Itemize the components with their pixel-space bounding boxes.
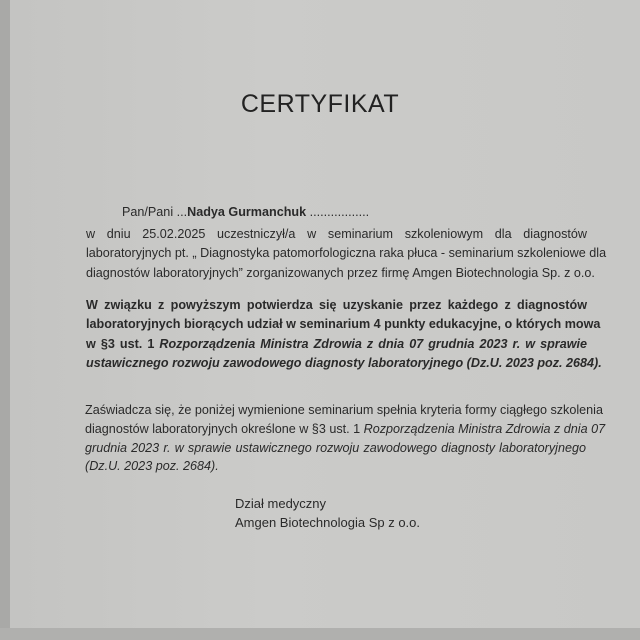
text-segment: Rozporządzenia Ministra Zdrowia z dnia 07 <box>363 421 606 436</box>
text-segment: ustawicznego rozwoju zawodowego diagnosty laboratoryjnego <box>86 355 464 370</box>
text-line <box>85 421 606 437</box>
signature-company: Amgen Biotechnologia Sp z o.o. <box>235 515 421 530</box>
text-line <box>85 440 586 456</box>
recipient-line <box>122 204 369 220</box>
text-line <box>86 265 595 281</box>
text-segment: diagnostów laboratoryjnych” zorganizowanych przez firmę Amgen Biotechnologia Sp. z o.o. <box>86 265 595 280</box>
recipient-name: Nadya Gurmanchuk <box>187 205 307 219</box>
text-segment: Rozporządzenia Ministra Zdrowia z dnia 07 grudnia 2023 r. w sprawie <box>159 336 587 351</box>
text-line <box>86 336 587 352</box>
text-line <box>86 355 602 371</box>
text-segment: (Dz.U. 2023 poz. 2684). <box>85 459 219 474</box>
text-line <box>86 226 587 242</box>
recipient-prefix: Pan/Pani ... <box>122 205 188 219</box>
text-line <box>85 402 603 418</box>
text-line <box>86 245 607 261</box>
text-line <box>86 297 587 313</box>
text-segment: w §3 ust. 1 <box>86 336 160 351</box>
signature-department: Dział medyczny <box>235 496 327 511</box>
paper-bottom-edge <box>0 628 640 640</box>
recipient-suffix: ................. <box>306 205 370 219</box>
text-segment: (Dz.U. 2023 poz. 2684). <box>463 355 602 370</box>
text-segment: laboratoryjnych biorących udział w seminarium 4 punkty edukacyjne, o których mowa <box>86 317 601 332</box>
text-line <box>86 316 601 332</box>
text-segment: w dniu 25.02.2025 uczestniczył/a w seminarium szkoleniowym dla diagnostów <box>86 227 587 241</box>
text-segment: Zaświadcza się, że poniżej wymienione seminarium spełnia kryteria formy ciągłego szkolenia <box>85 403 603 417</box>
text-segment: laboratoryjnych pt. „ Diagnostyka patomorfologiczna raka płuca - seminarium szkoleniowe dla <box>86 246 607 261</box>
text-segment: W związku z powyższym potwierdza się uzyskanie przez każdego z diagnostów <box>86 298 587 312</box>
text-segment: grudnia 2023 r. w sprawie ustawicznego rozwoju zawodowego diagnosty laboratoryjnego <box>85 440 586 455</box>
certificate-title: CERTYFIKAT <box>240 90 400 118</box>
text-line <box>85 458 586 474</box>
text-segment: diagnostów laboratoryjnych określone w §3 ust. 1 <box>85 421 364 436</box>
